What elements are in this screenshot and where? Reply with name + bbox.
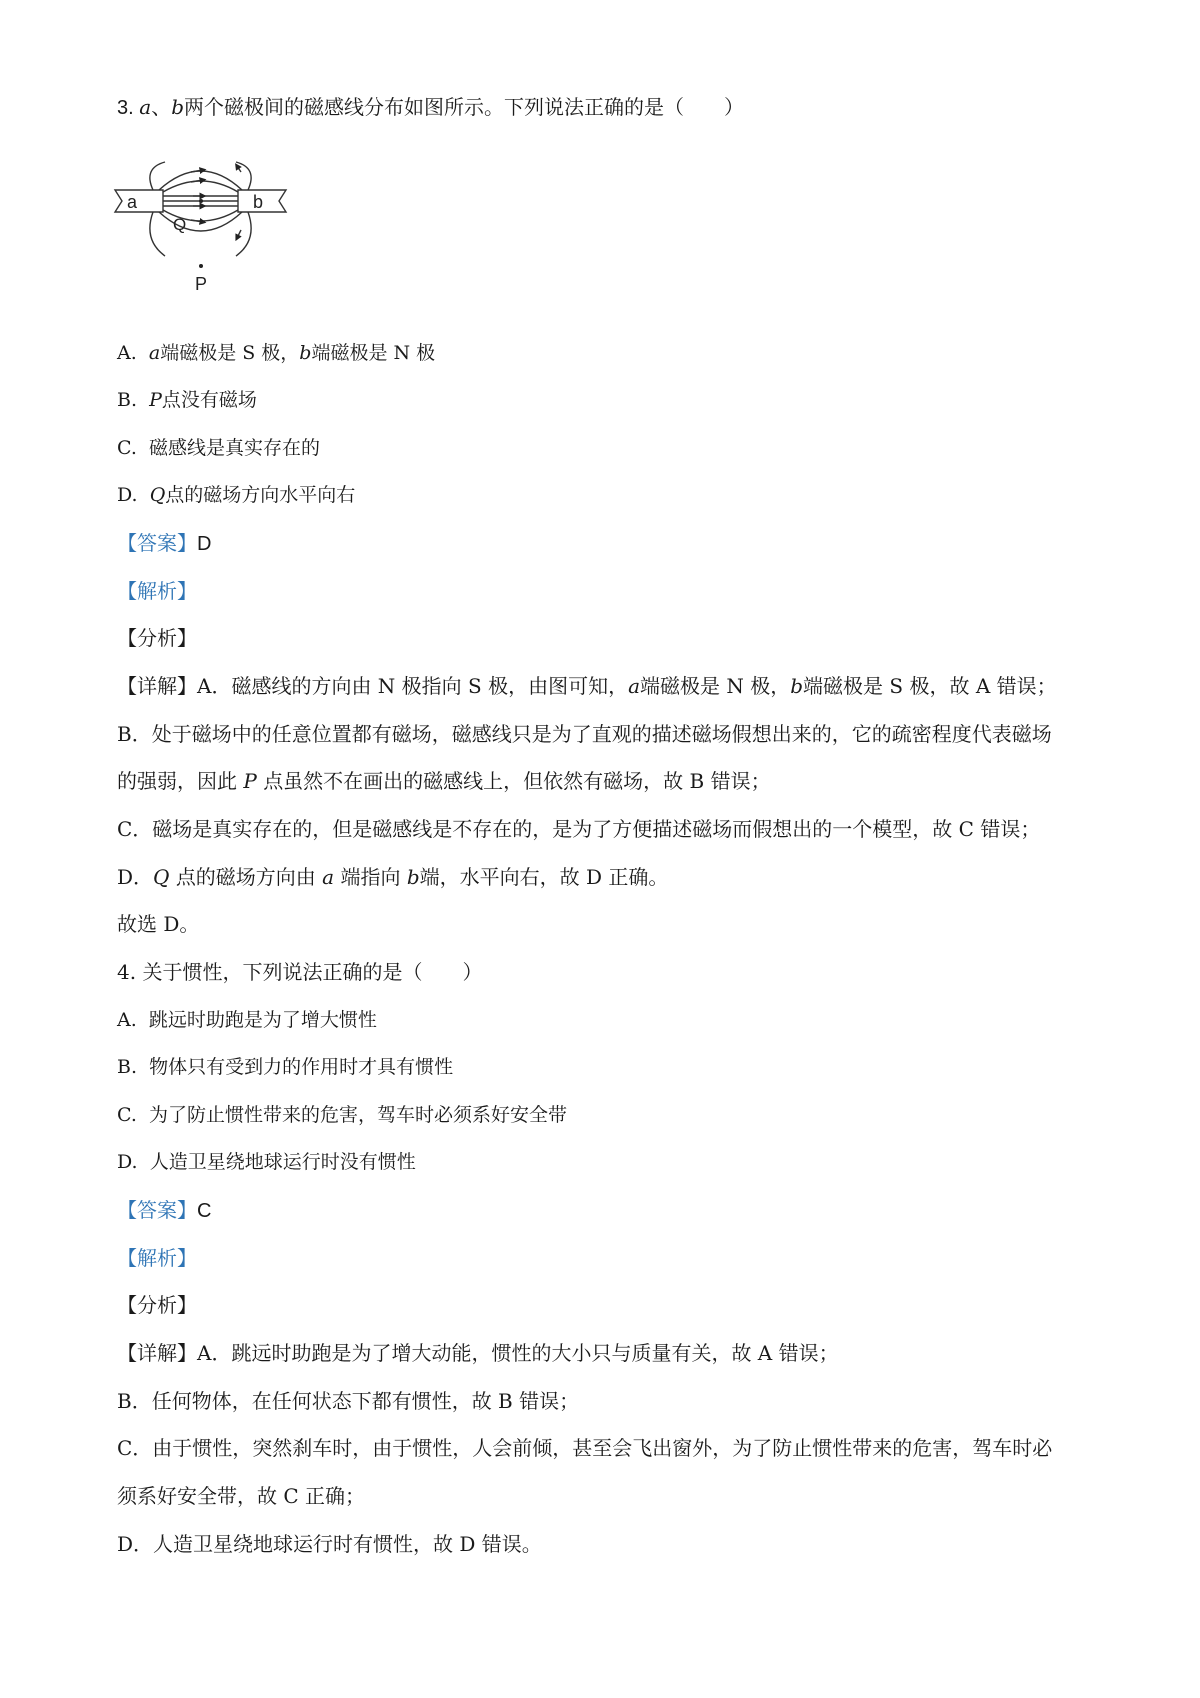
detail-text: 点的磁场方向由: [175, 865, 316, 889]
option-letter: C.: [117, 437, 137, 459]
q3-detail-b1: B．处于磁场中的任意位置都有磁场，磁感线只是为了直观的描述磁场假想出来的，它的疏密程度代表磁场: [117, 722, 1052, 746]
q3-jiexi: 【解析】: [117, 579, 197, 603]
q3-detail-d: [117, 863, 668, 891]
q3-stem-sep: 、: [151, 95, 172, 119]
option-letter: D.: [117, 1151, 138, 1173]
q3-stem: [117, 93, 744, 122]
option-text: 端磁极是 S 极，: [160, 342, 300, 364]
option-letter: A.: [117, 1009, 137, 1031]
option-letter: A.: [117, 342, 137, 364]
point-q-dot: [199, 199, 203, 203]
detail-tag: 【详解】: [117, 674, 197, 698]
option-text: 点的磁场方向水平向右: [165, 484, 356, 506]
q3-stem-b: b: [171, 95, 184, 119]
detail-text: 点虽然不在画出的磁感线上，但依然有磁场，故 B 错误；: [263, 769, 771, 793]
q4-option-a: [117, 1006, 377, 1034]
detail-text: A．磁感线的方向由 N 极指向 S 极，由图可知，: [197, 674, 629, 698]
detail-text: A．跳远时助跑是为了增大动能，惯性的大小只与质量有关，故 A 错误；: [197, 1341, 839, 1365]
option-text: 磁感线是真实存在的: [149, 437, 321, 459]
q4-detail-a: [117, 1339, 839, 1367]
q3-conclusion: 故选 D。: [117, 912, 200, 936]
detail-text: 端磁极是 S 极，故 A 错误；: [803, 674, 1057, 698]
q4-option-b: [117, 1053, 453, 1081]
q4-option-d: [117, 1148, 416, 1176]
q3-detail-a: [117, 672, 1057, 700]
option-text: 端磁极是 N 极: [311, 342, 436, 364]
q3-fenxi: 【分析】: [117, 626, 197, 650]
detail-text: 端指向: [340, 865, 401, 889]
detail-var: b: [790, 674, 804, 698]
detail-var: Q: [153, 865, 170, 889]
q3-detail-b2: [117, 767, 771, 795]
q4-option-c: [117, 1101, 567, 1129]
option-var: a: [148, 342, 161, 364]
label-b: b: [253, 192, 264, 212]
q4-detail-c1: C．由于惯性，突然刹车时，由于惯性，人会前倾，甚至会飞出窗外，为了防止惯性带来的危害，驾车时必: [117, 1436, 1053, 1460]
detail-text: 的强弱，因此: [117, 769, 237, 793]
option-text: 人造卫星绕地球运行时没有惯性: [149, 1151, 416, 1173]
detail-var: b: [406, 865, 420, 889]
q4-fenxi: 【分析】: [117, 1293, 197, 1317]
option-text: 点没有磁场: [161, 389, 257, 411]
detail-var: a: [628, 674, 641, 698]
magnet-field-figure: [113, 158, 303, 310]
detail-var: a: [322, 865, 335, 889]
label-a: a: [127, 192, 138, 212]
option-text: 跳远时助跑是为了增大惯性: [148, 1009, 377, 1031]
detail-var: P: [243, 769, 257, 793]
answer-tag: 【答案】: [117, 531, 197, 555]
q3-option-d: [117, 481, 355, 509]
point-p-dot: [199, 264, 203, 268]
q4-detail-d: D．人造卫星绕地球运行时有惯性，故 D 错误。: [117, 1532, 542, 1556]
option-text: 为了防止惯性带来的危害，驾车时必须系好安全带: [149, 1104, 568, 1126]
label-p: P: [195, 274, 208, 294]
q4-jiexi: 【解析】: [117, 1246, 197, 1270]
q4-detail-c2: 须系好安全带，故 C 正确；: [117, 1484, 366, 1508]
q4-detail-b: B．任何物体，在任何状态下都有惯性，故 B 错误；: [117, 1389, 580, 1413]
q4-stem: 4. 关于惯性，下列说法正确的是（ ）: [117, 960, 483, 984]
option-letter: B.: [117, 1056, 138, 1078]
detail-text: D．: [117, 865, 154, 889]
option-letter: D.: [117, 484, 138, 506]
option-var: b: [299, 342, 312, 364]
answer-value: C: [197, 1200, 212, 1222]
answer-tag: 【答案】: [117, 1198, 197, 1222]
q3-stem-text: 两个磁极间的磁感线分布如图所示。下列说法正确的是（ ）: [184, 95, 744, 119]
option-var: Q: [149, 484, 166, 506]
detail-tag: 【详解】: [117, 1341, 197, 1365]
q3-number: 3.: [117, 97, 140, 119]
answer-value: D: [197, 533, 212, 555]
q3-stem-a: a: [139, 95, 152, 119]
option-var: P: [149, 389, 162, 411]
option-letter: C.: [117, 1104, 137, 1126]
detail-text: 端磁极是 N 极，: [640, 674, 791, 698]
label-q: Q: [173, 215, 187, 234]
q3-option-a: [117, 339, 435, 367]
detail-text: 端，水平向右，故 D 正确。: [419, 865, 669, 889]
q4-answer: [117, 1196, 211, 1225]
q3-detail-c: C．磁场是真实存在的，但是磁感线是不存在的，是为了方便描述磁场而假想出的一个模型，故 C 错误；: [117, 817, 1041, 841]
option-text: 物体只有受到力的作用时才具有惯性: [149, 1056, 454, 1078]
option-letter: B.: [117, 389, 138, 411]
q3-answer: [117, 529, 211, 558]
q3-option-c: [117, 434, 320, 462]
q3-option-b: [117, 386, 257, 414]
magnet-a-shape: [115, 190, 163, 212]
